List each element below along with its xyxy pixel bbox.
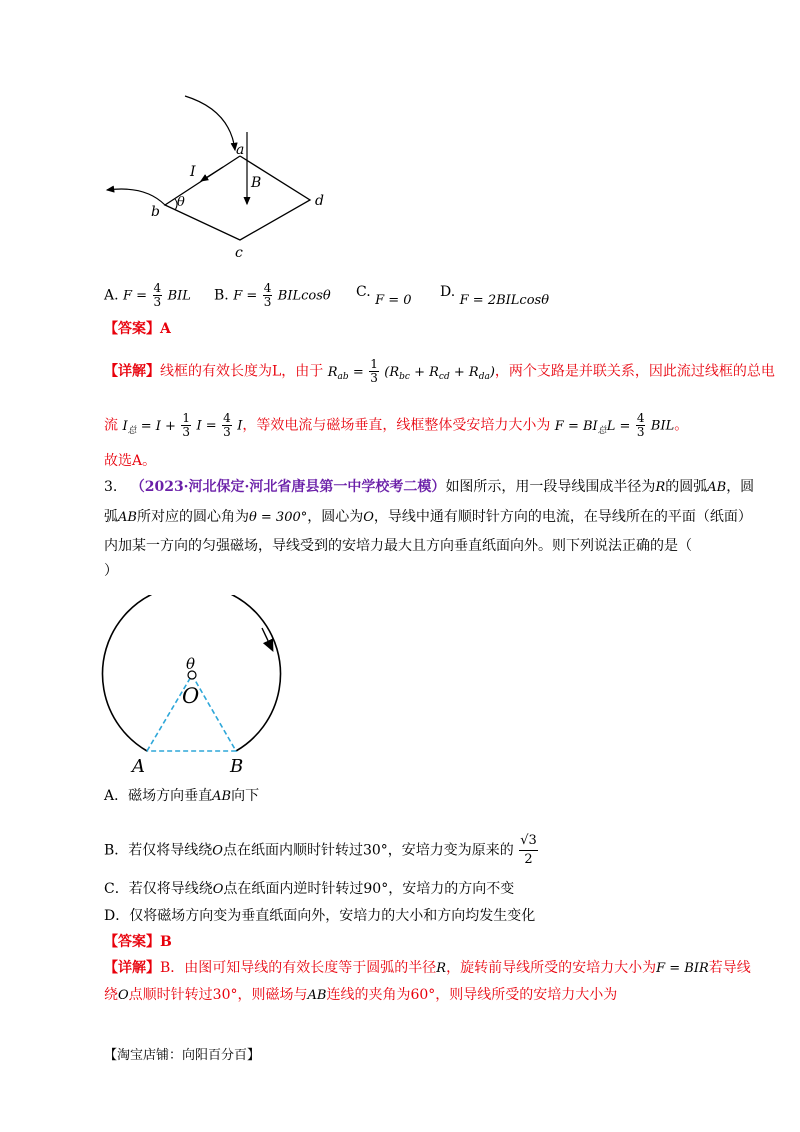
q3-option-a [104, 786, 259, 807]
detail-text: 若导线 [708, 960, 751, 976]
option-math: F = [233, 288, 258, 304]
detail-text: ，旋转前导线所受的安培力大小为 [446, 960, 657, 976]
fraction: $\frac{4}{3}$ [263, 281, 272, 309]
detail-text: ，等效电流与磁场垂直，线框整体受安培力大小为 [242, 417, 551, 434]
figure-rhombus-frame [95, 90, 345, 265]
stem-text: ，圆 [726, 479, 755, 495]
q3-stem-line3: 内加某一方向的匀强磁场，导线受到的安培力最大且方向垂直纸面向外。则下列说法正确的是（ [104, 538, 692, 554]
math-part: I [122, 418, 128, 434]
option-text: A．磁场方向垂直 [104, 788, 213, 804]
detail-label: 【详解】 [104, 363, 160, 380]
math-part: + R [409, 364, 439, 380]
figure-circular-arc [90, 595, 300, 780]
q2-detail-line2 [104, 412, 688, 441]
label-b: b [151, 204, 160, 220]
math-part: (R [384, 364, 400, 380]
q3-option-b [104, 832, 539, 869]
math-part: = I + [136, 418, 176, 434]
answer-value: B [160, 934, 172, 950]
label-d: d [315, 193, 324, 209]
stem-text: 弧 [104, 509, 118, 525]
label-theta: θ [177, 195, 185, 210]
detail-text: 流 [104, 417, 118, 434]
q2-option-b [214, 282, 331, 309]
math-sub: 总 [127, 425, 137, 436]
math-ab: AB [118, 510, 137, 525]
stem-text: ，导线中通有顺时针方向的电流，在导线所在的平面（纸面） [373, 509, 752, 525]
math-sub: cd [438, 371, 450, 382]
fraction: $\frac{4}{3}$ [153, 281, 162, 309]
option-text: 向下 [231, 788, 260, 804]
math-r: R [436, 961, 447, 976]
math-o: O [363, 510, 374, 525]
detail-text: 线框的有效长度为L，由于 [160, 363, 324, 380]
detail-text: ，两个支路是并联关系，因此流过线框的总电 [494, 363, 775, 380]
option-math: BIL [167, 288, 191, 304]
option-math: F = 0 [375, 293, 412, 308]
math-part: F = BI [554, 418, 598, 434]
option-text: 点在纸面内顺时针转过30°，安培力变为原来的 [222, 842, 514, 859]
q2-conclusion: 故选A。 [104, 453, 157, 469]
frame-edges [165, 156, 310, 240]
label-A: A [132, 756, 145, 777]
stem-text: 如图所示，用一段导线围成半径为 [445, 479, 656, 495]
option-text: B．若仅将导线绕 [104, 842, 213, 859]
math-sub: 总 [597, 425, 607, 436]
q3-stem-line4: ） [104, 563, 118, 579]
fraction: $\frac{1}{3}$ [370, 357, 378, 385]
detail-text: 点顺时针转过30°，则磁场与 [128, 987, 308, 1003]
q3-detail-line1 [104, 958, 751, 979]
q3-answer [104, 932, 172, 952]
math-ab: AB [707, 480, 727, 495]
label-B: B [251, 175, 262, 191]
math-part: L = [606, 418, 631, 434]
q3-detail-line2 [104, 985, 617, 1006]
fraction: $\frac{4}{3}$ [223, 411, 231, 439]
option-math: BILcosθ [277, 288, 331, 304]
detail-text: 绕 [104, 987, 118, 1003]
fraction: $\frac{4}{3}$ [636, 411, 645, 439]
label-theta: θ [186, 655, 196, 673]
label-B: B [230, 756, 244, 777]
math-part: + R [449, 364, 479, 380]
math-o: O [118, 988, 129, 1003]
math-part: ) [489, 364, 495, 380]
option-letter: D. [440, 284, 456, 300]
q2-option-a [104, 282, 191, 309]
math-ab: AB [307, 988, 327, 1003]
question-number: 3. [104, 479, 118, 495]
stem-text: 的圆弧 [665, 479, 708, 495]
option-math: F = 2BILcosθ [459, 293, 550, 308]
math-part: I [237, 418, 243, 434]
option-letter: C. [356, 284, 371, 300]
detail-text: B．由图可知导线的有效长度等于圆弧的半径 [160, 960, 437, 976]
current-arrow [201, 167, 223, 181]
question-source: （2023·河北保定·河北省唐县第一中学校考二模） [130, 479, 446, 495]
q2-detail-line1 [104, 358, 775, 387]
math-f: F = BIR [656, 961, 709, 976]
fraction: $\frac{√3}{2}$ [520, 833, 537, 867]
answer-value: A [160, 321, 171, 337]
q2-answer [104, 319, 171, 339]
q3-option-c [104, 879, 514, 900]
q3-stem-line1 [104, 477, 754, 498]
math-sub: ab [337, 371, 349, 382]
math-ab: AB [212, 789, 232, 804]
stem-text: ，圆心为 [307, 509, 364, 525]
option-math: F = [123, 288, 148, 304]
math-sub: bc [399, 371, 410, 382]
option-text: 点在纸面内逆时针转过90°，安培力的方向不变 [223, 881, 515, 897]
incoming-wire [185, 96, 235, 150]
math-angle: θ = 300° [248, 510, 308, 525]
math-eq: = [352, 364, 364, 380]
footer-shop-label: 【淘宝店铺：向阳百分百】 [104, 1048, 261, 1063]
answer-label: 【答案】 [104, 321, 160, 337]
detail-text: 。 [674, 417, 689, 434]
option-letter: B. [214, 287, 229, 304]
q2-option-d [440, 282, 550, 308]
fraction: $\frac{1}{3}$ [182, 411, 191, 439]
detail-text: 连线的夹角为60°，则导线所受的安培力大小为 [326, 987, 618, 1003]
detail-label: 【详解】 [104, 960, 160, 976]
option-letter: A. [104, 287, 119, 304]
q3-option-d: D．仅将磁场方向变为垂直纸面向外，安培力的大小和方向均发生变化 [104, 908, 536, 924]
label-c: c [235, 245, 243, 261]
label-O: O [182, 684, 200, 708]
label-I: I [190, 164, 196, 180]
math-r: R [655, 480, 666, 495]
outgoing-wire [107, 189, 165, 205]
q3-stem-line2 [104, 507, 752, 528]
answer-label: 【答案】 [104, 934, 160, 950]
stem-text: 所对应的圆心角为 [136, 509, 249, 525]
math-o: O [212, 843, 223, 859]
math-r: R [327, 364, 338, 380]
math-part: BIL [650, 418, 675, 434]
option-text: C．若仅将导线绕 [104, 881, 213, 897]
q2-option-c [356, 282, 412, 308]
math-sub: da [478, 371, 490, 382]
math-o: O [212, 882, 224, 897]
label-a: a [236, 142, 245, 158]
math-part: I = [196, 418, 217, 434]
